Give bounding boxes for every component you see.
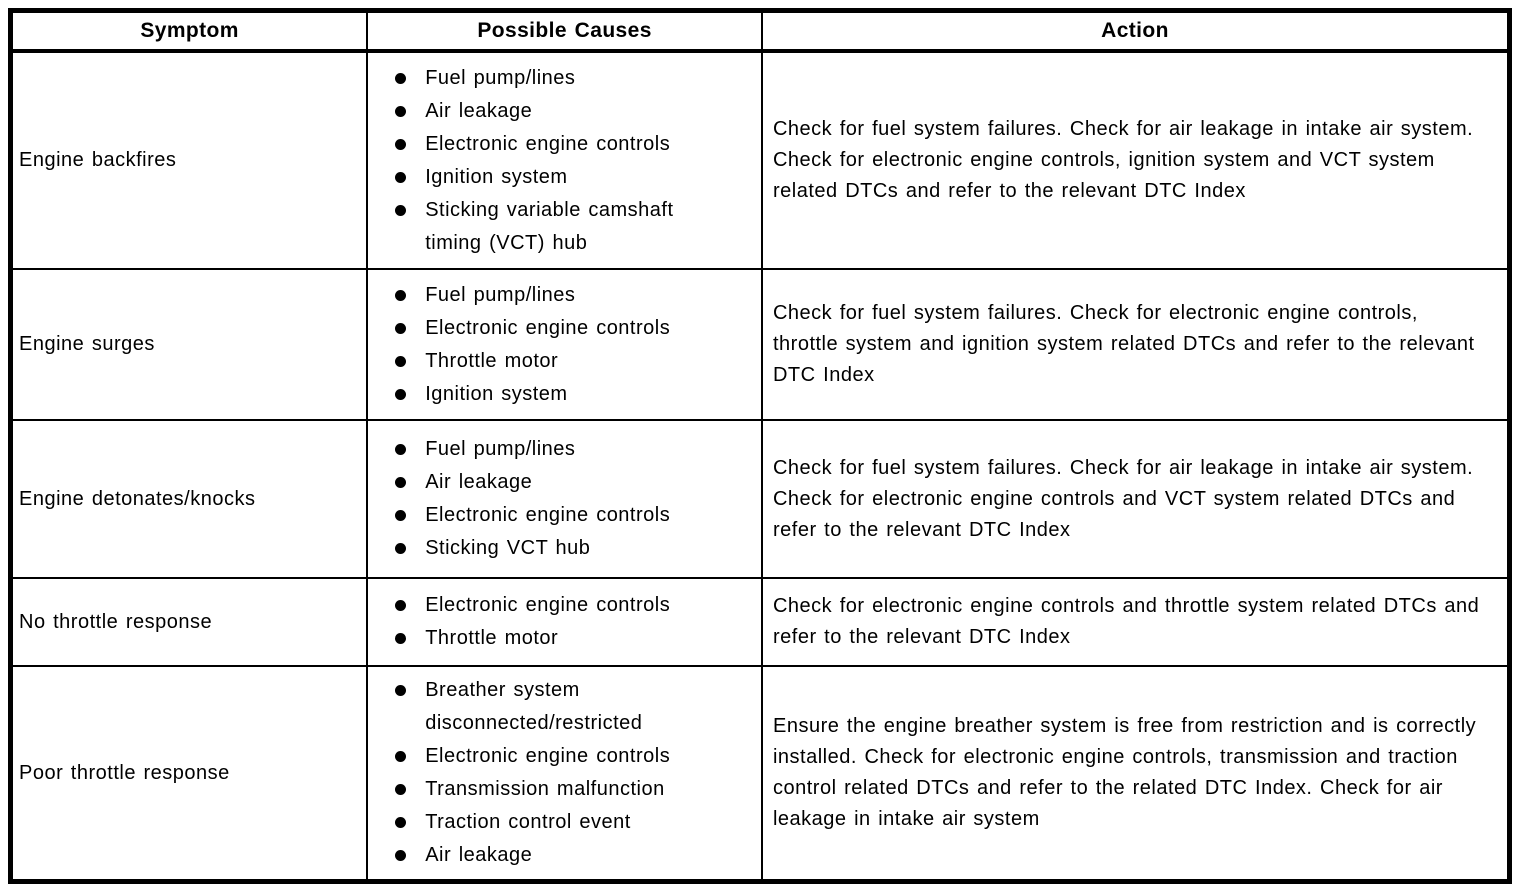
cause-text: Transmission malfunction <box>425 778 665 800</box>
causes-cell <box>367 51 762 269</box>
cause-text: Traction control event <box>425 811 631 833</box>
table-row <box>11 578 1510 666</box>
bullet-icon <box>395 139 406 150</box>
cause-text: Fuel pump/lines <box>425 438 576 460</box>
symptom-cell: Engine backfires <box>11 51 368 269</box>
cause-text: Ignition system <box>425 382 568 405</box>
list-item <box>368 674 753 740</box>
cause-text: Electronic engine controls <box>425 594 671 616</box>
cause-text: Sticking VCT hub <box>425 537 591 559</box>
bullet-icon <box>395 205 406 216</box>
column-header-possible-causes: Possible Causes <box>367 11 762 52</box>
causes-list <box>368 433 753 565</box>
header-row <box>11 11 1510 52</box>
action-cell: Check for fuel system failures. Check for air leakage in intake air system. Check for electronic engine controls and VCT system related DTCs and refer to the relevant DTC Index <box>762 420 1510 578</box>
bullet-icon <box>395 106 406 117</box>
symptom-chart-table <box>8 8 1512 884</box>
list-item <box>368 740 753 773</box>
bullet-icon <box>395 172 406 183</box>
column-header-symptom: Symptom <box>11 11 368 52</box>
bullet-icon <box>395 323 406 334</box>
causes-cell <box>367 578 762 666</box>
list-item <box>368 128 753 161</box>
cause-text: Electronic engine controls <box>425 504 671 526</box>
list-item <box>368 279 753 312</box>
cause-text: Throttle motor <box>425 627 559 649</box>
list-item <box>368 499 753 532</box>
cause-text: Sticking variable camshaft timing (VCT) hub <box>425 198 674 254</box>
list-item <box>368 433 753 466</box>
list-item <box>368 589 753 622</box>
cause-text: Electronic engine controls <box>425 316 671 339</box>
list-item <box>368 839 753 872</box>
cause-text: Air leakage <box>425 844 533 866</box>
table-row <box>11 420 1510 578</box>
causes-list <box>368 674 753 872</box>
bullet-icon <box>395 510 406 521</box>
bullet-icon <box>395 389 406 400</box>
cause-text: Fuel pump/lines <box>425 283 576 306</box>
symptom-cell: No throttle response <box>11 578 368 666</box>
list-item <box>368 312 753 345</box>
causes-cell <box>367 420 762 578</box>
cause-text: Breather system disconnected/restricted <box>425 679 643 734</box>
list-item <box>368 194 753 260</box>
list-item <box>368 345 753 378</box>
list-item <box>368 773 753 806</box>
symptom-cell: Poor throttle response <box>11 666 368 882</box>
cause-text: Air leakage <box>425 471 533 493</box>
symptom-cell: Engine detonates/knocks <box>11 420 368 578</box>
symptom-cell: Engine surges <box>11 269 368 420</box>
list-item <box>368 806 753 839</box>
bullet-icon <box>395 784 406 795</box>
table-row <box>11 51 1510 269</box>
causes-list <box>368 62 753 260</box>
list-item <box>368 622 753 655</box>
action-cell: Check for fuel system failures. Check for air leakage in intake air system. Check for electronic engine controls, ignition system and VCT system related DTCs and refer to the relevant DTC Index <box>762 51 1510 269</box>
table-row <box>11 666 1510 882</box>
action-cell: Check for fuel system failures. Check for electronic engine controls, throttle system and ignition system related DTCs and refer to the relevant DTC Index <box>762 269 1510 420</box>
causes-cell <box>367 269 762 420</box>
list-item <box>368 161 753 194</box>
cause-text: Throttle motor <box>425 349 559 372</box>
list-item <box>368 532 753 565</box>
causes-list <box>368 279 753 411</box>
column-header-action: Action <box>762 11 1510 52</box>
list-item <box>368 466 753 499</box>
bullet-icon <box>395 600 406 611</box>
cause-text: Air leakage <box>425 99 533 122</box>
cause-text: Ignition system <box>425 165 568 188</box>
bullet-icon <box>395 356 406 367</box>
table-row <box>11 269 1510 420</box>
bullet-icon <box>395 73 406 84</box>
bullet-icon <box>395 850 406 861</box>
causes-cell <box>367 666 762 882</box>
action-cell: Ensure the engine breather system is free from restriction and is correctly installed. Check for electronic engine controls, transmission and traction control related DTCs and refer to the related DTC Index. Check for air leakage in intake air system <box>762 666 1510 882</box>
cause-text: Fuel pump/lines <box>425 66 576 89</box>
action-cell: Check for electronic engine controls and throttle system related DTCs and refer to the relevant DTC Index <box>762 578 1510 666</box>
bullet-icon <box>395 290 406 301</box>
list-item <box>368 378 753 411</box>
bullet-icon <box>395 444 406 455</box>
list-item <box>368 95 753 128</box>
bullet-icon <box>395 685 406 696</box>
causes-list <box>368 589 753 655</box>
cause-text: Electronic engine controls <box>425 132 671 155</box>
bullet-icon <box>395 751 406 762</box>
bullet-icon <box>395 543 406 554</box>
list-item <box>368 62 753 95</box>
bullet-icon <box>395 817 406 828</box>
cause-text: Electronic engine controls <box>425 745 671 767</box>
bullet-icon <box>395 477 406 488</box>
bullet-icon <box>395 633 406 644</box>
